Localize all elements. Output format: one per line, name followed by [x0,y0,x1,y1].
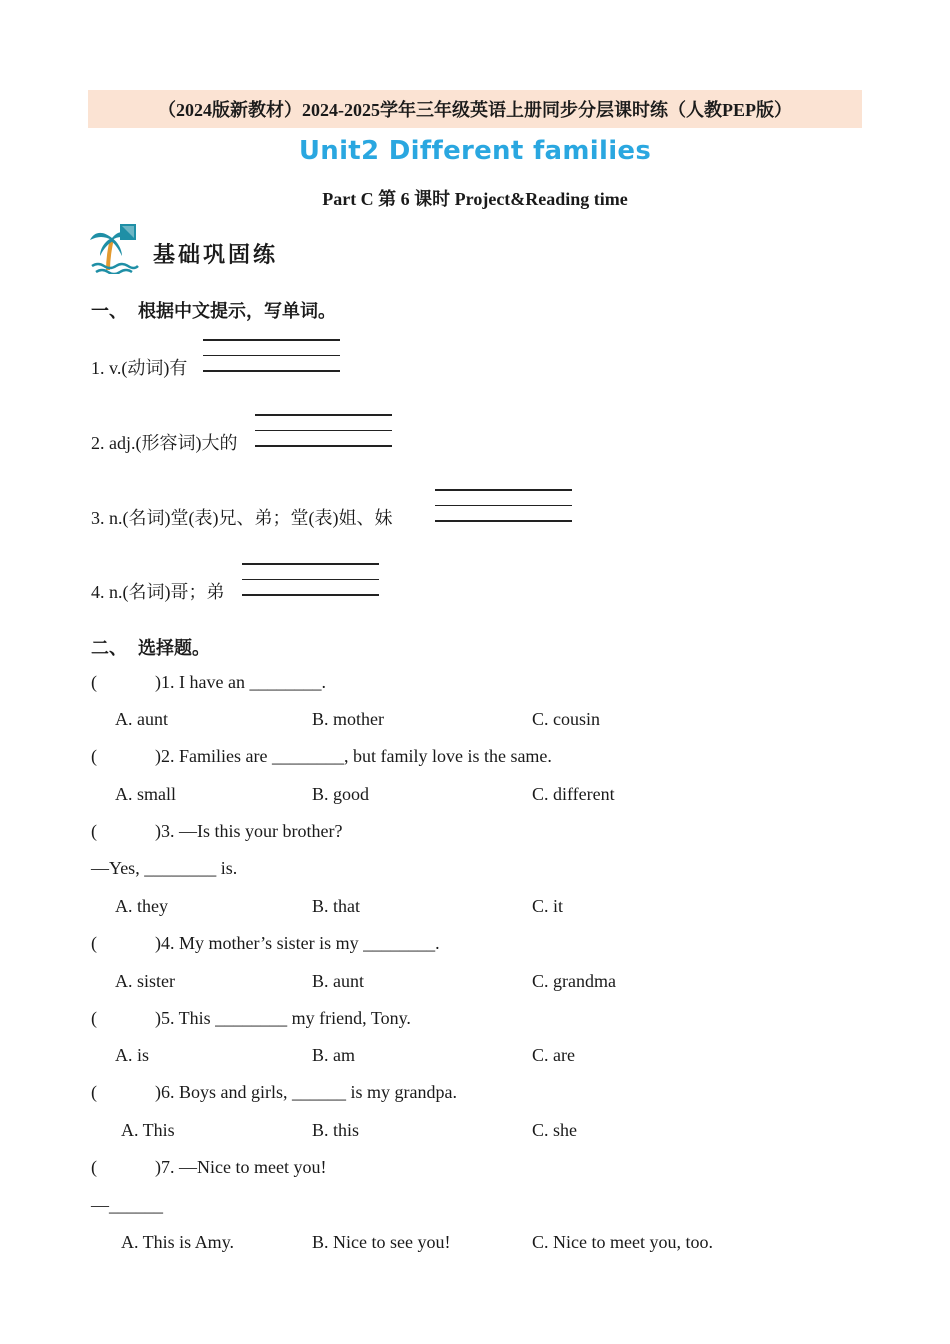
q6-option-a: A. This [121,1120,175,1140]
part1-title: 根据中文提示，写单词。 [138,301,336,321]
q7-option-c: C. Nice to meet you, too. [532,1232,713,1252]
q4-option-c: C. grandma [532,971,616,991]
q1-option-c: C. cousin [532,709,601,729]
q7-response: —______ [91,1195,163,1215]
part1-item-4-label: 4. n.(名词)哥；弟 [91,582,225,602]
part1-item-1-label: 1. v.(动词)有 [91,358,188,378]
q6-answer-bracket[interactable]: ( [91,1082,97,1102]
q7-stem: )7. —Nice to meet you! [155,1157,327,1177]
part2-heading [91,634,210,660]
q5-stem: )5. This ________ my friend, Tony. [155,1008,411,1028]
part1-item-2-answer-lines[interactable] [255,414,392,461]
q1-option-b: B. mother [312,709,384,729]
q3-option-b: B. that [312,896,360,916]
part1-heading [91,297,336,323]
q3-stem: )3. —Is this your brother? [155,821,343,841]
unit-title: Unit2 Different families [298,136,652,166]
section-title: 基础巩固练 [153,243,279,268]
part1-number: 一、 [91,301,127,321]
q2-answer-bracket[interactable]: ( [91,746,97,766]
q2-option-b: B. good [312,784,370,804]
q7-option-b: B. Nice to see you! [312,1232,451,1252]
q2-stem: )2. Families are ________, but family love is the same. [155,746,552,766]
part1-item-3-answer-lines[interactable] [435,489,572,536]
part1-item-4-answer-lines[interactable] [242,563,379,610]
q1-stem: )1. I have an ________. [155,672,326,692]
q3-response: —Yes, ________ is. [91,858,238,878]
q3-option-c: C. it [532,896,564,916]
q2-option-c: C. different [532,784,615,804]
q7-answer-bracket[interactable]: ( [91,1157,97,1177]
q5-option-b: B. am [312,1045,355,1065]
q4-stem: )4. My mother’s sister is my ________. [155,933,440,953]
q6-stem: )6. Boys and girls, ______ is my grandpa. [155,1082,457,1102]
part1-item-1-answer-lines[interactable] [203,339,340,386]
q7-option-a: A. This is Amy. [121,1232,235,1252]
q4-option-a: A. sister [115,971,175,991]
q4-option-b: B. aunt [312,971,364,991]
palm-tree-icon [88,222,140,274]
q5-option-c: C. are [532,1045,575,1065]
part1-item-2-label: 2. adj.(形容词)大的 [91,433,238,453]
q6-option-c: C. she [532,1120,577,1140]
part2-number: 二、 [91,638,127,658]
part-title: Part C 第 6 课时 Project&Reading time [322,189,628,209]
q1-answer-bracket[interactable]: ( [91,672,97,692]
q5-answer-bracket[interactable]: ( [91,1008,97,1028]
header-banner: （2024版新教材）2024-2025学年三年级英语上册同步分层课时练（人教PEP版） [88,90,862,128]
q1-option-a: A. aunt [115,709,168,729]
part2-title: 选择题。 [138,638,210,658]
q5-option-a: A. is [115,1045,150,1065]
q3-answer-bracket[interactable]: ( [91,821,97,841]
q6-option-b: B. this [312,1120,360,1140]
q2-option-a: A. small [115,784,176,804]
q4-answer-bracket[interactable]: ( [91,933,97,953]
q3-option-a: A. they [115,896,168,916]
part1-item-3-label: 3. n.(名词)堂(表)兄、弟；堂(表)姐、妹 [91,508,393,528]
